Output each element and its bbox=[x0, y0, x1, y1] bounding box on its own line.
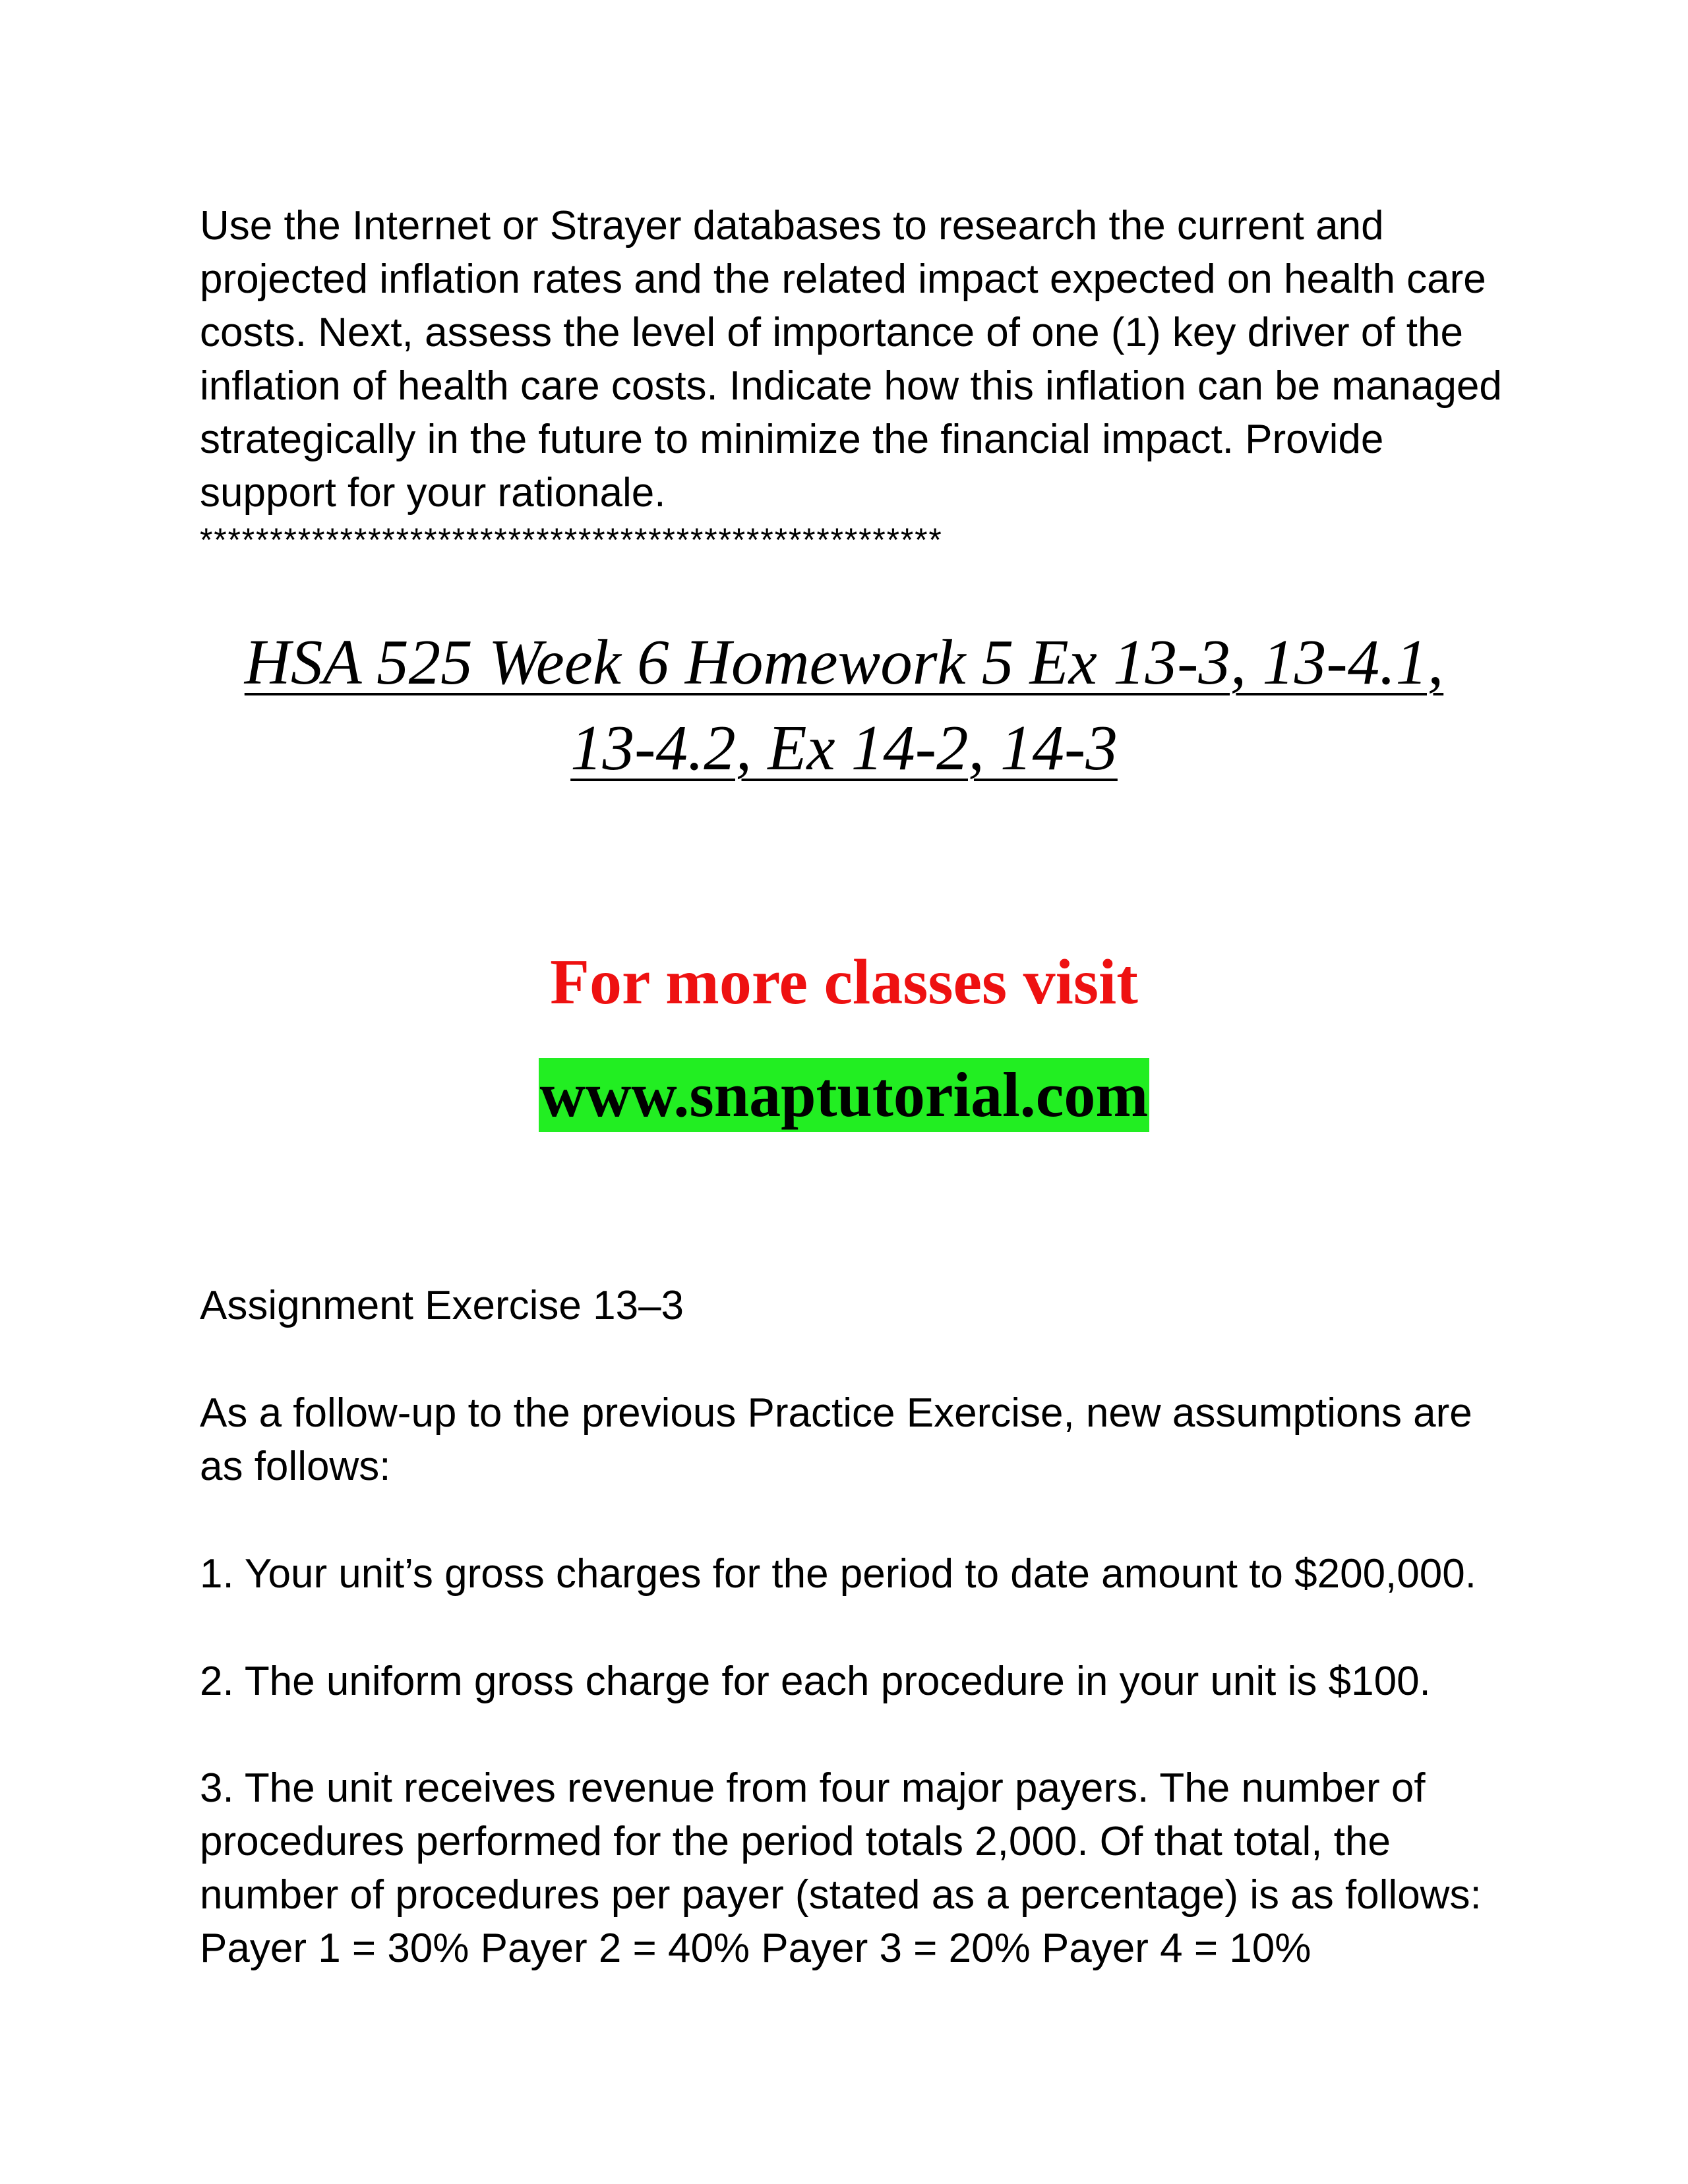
follow-up-paragraph: As a follow-up to the previous Practice Exercise, new assumptions are as follows: bbox=[200, 1390, 1472, 1489]
list-item-1: 1. Your unit’s gross charges for the period to date amount to $200,000. bbox=[200, 1551, 1476, 1597]
title-line-1: HSA 525 Week 6 Homework 5 Ex 13-3, 13-4.1, bbox=[244, 627, 1444, 697]
intro-paragraph: Use the Internet or Strayer databases to research the current and projected inflation rates and the related impact expected on health care costs. Next, assess the level of importance of one (1) key driver of the inflation of health care costs. Indicate how this inflation can be managed strategically in the future to minimize the financial impact. Provide support for your rationale. bbox=[200, 203, 1502, 516]
website-link[interactable]: www.snaptutorial.com bbox=[539, 1058, 1150, 1132]
title-line-2: 13-4.2, Ex 14-2, 14-3 bbox=[570, 713, 1118, 783]
list-item-3: 3. The unit receives revenue from four major payers. The number of procedures performed for the period totals 2,000. Of that total, the number of procedures per payer (stated as a percentage) is as follows: Payer 1 = 30% Payer 2 = 40% Payer 3 = 20% Payer 4 = 10% bbox=[200, 1765, 1482, 1971]
list-item-2: 2. The uniform gross charge for each procedure in your unit is $100. bbox=[200, 1659, 1431, 1704]
document-title bbox=[158, 620, 1530, 791]
separator-line: ***************************************************** bbox=[200, 521, 943, 558]
website-container bbox=[0, 1058, 1688, 1132]
promo-text: For more classes visit bbox=[550, 947, 1138, 1018]
exercise-heading: Assignment Exercise 13–3 bbox=[200, 1283, 684, 1328]
